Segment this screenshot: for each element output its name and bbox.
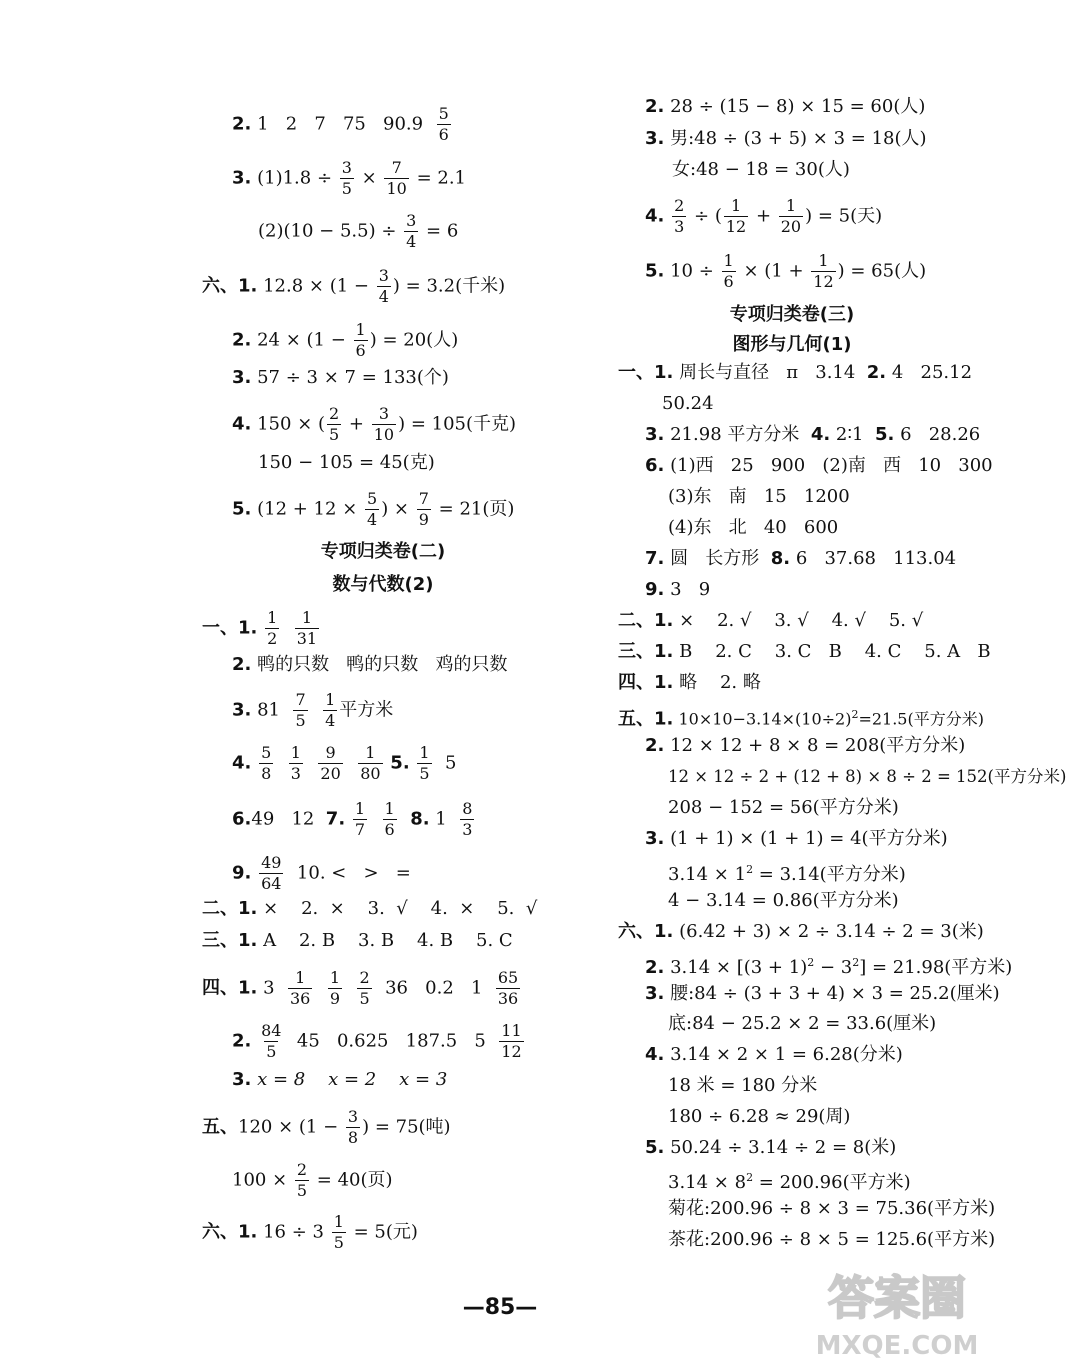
right-m4b: 18 米 = 180 分米 <box>668 1075 818 1096</box>
right-r4: 4. $\frac{2}{3}$ ÷ ( $\frac{1}{12}$ + $\frac{1}{20}$ ) = 5(天) <box>645 196 883 236</box>
right-m5b: $3.14 \times 8^2 = 200.96$(平方米) <box>668 1171 911 1193</box>
left-d3: 3. x = 8 x = 2 x = 3 <box>232 1069 448 1090</box>
left-line-2: 2. 1 2 7 75 90.9 $\frac{5}{6}$ <box>232 104 449 144</box>
right-m1: 六、1. (6.42 + 3) × 2 ÷ 3.14 ÷ 2 = 3(米) <box>618 921 984 942</box>
left-s6-1: 六、1. 12.8 × (1 − $\frac{3}{4}$ ) = 3.2(千米) <box>202 266 506 306</box>
right-g6: 6. (1)西 25 900 (2)南 西 10 300 <box>645 455 993 476</box>
right-m5d: 茶花:200.96 ÷ 8 × 5 = 125.6(平方米) <box>668 1229 996 1250</box>
left-line-3: 3. (1)1.8 ÷ $\frac{3}{5}$ × $\frac{7}{10}$ = 2.1 <box>232 158 466 198</box>
right-k1: 五、1. $10\times 10-3.14\times(10\div 2)^2=21.5$(平方分米) <box>618 708 984 730</box>
left-a1: 一、1. $\frac{1}{2}$ $\frac{1}{31}$ <box>202 608 318 648</box>
left-a6: 6.49 12 7. $\frac{1}{7}$ $\frac{1}{6}$ 8. 1 $\frac{8}{3}$ <box>232 799 473 839</box>
right-g1: 一、1. 周长与直径 π 3.14 2. 4 25.12 <box>618 362 973 383</box>
right-r3b: 女:48 − 18 = 30(人) <box>672 159 850 180</box>
left-e1: 五、120 × (1 − $\frac{3}{8}$ ) = 75(吨) <box>202 1107 451 1147</box>
right-m5c: 菊花:200.96 ÷ 8 × 3 = 75.36(平方米) <box>668 1198 996 1219</box>
right-h: 二、1. × 2. √ 3. √ 4. √ 5. √ <box>618 610 924 631</box>
right-g9: 9. 3 9 <box>645 579 711 600</box>
right-r2: 2. 28 ÷ (15 − 8) × 15 = 60(人) <box>645 96 926 117</box>
right-g1b: 50.24 <box>662 393 714 414</box>
right-k3: 3. (1 + 1) × (1 + 1) = 4(平方分米) <box>645 828 948 849</box>
right-k3b: $3.14 \times 1^2 = 3.14$(平方分米) <box>668 863 906 885</box>
right-m3b: 底:84 − 25.2 × 2 = 33.6(厘米) <box>668 1013 937 1034</box>
left-s6-2: 2. 24 × (1 − $\frac{1}{6}$ ) = 20(人) <box>232 320 459 360</box>
right-m3: 3. 腰:84 ÷ (3 + 3 + 4) × 3 = 25.2(厘米) <box>645 983 1000 1004</box>
right-j: 四、1. 略 2. 略 <box>618 672 761 693</box>
watermark-line2: MXQE.COM <box>815 1331 979 1361</box>
right-g6c: (4)东 北 40 600 <box>668 517 839 538</box>
left-f1: 六、1. 16 ÷ 3 $\frac{1}{5}$ = 5(元) <box>202 1212 418 1252</box>
left-line-3b: (2)(10 − 5.5) ÷ $\frac{3}{4}$ = 6 <box>258 211 459 251</box>
left-b: 二、1. × 2. × 3. √ 4. × 5. √ <box>202 898 538 919</box>
right-k3c: 4 − 3.14 = 0.86(平方分米) <box>668 890 899 911</box>
right-r3: 3. 男:48 ÷ (3 + 5) × 3 = 18(人) <box>645 128 927 149</box>
watermark-line1: 答案圈 <box>828 1271 966 1325</box>
left-a2: 2. 鸭的只数 鸭的只数 鸡的只数 <box>232 654 508 675</box>
left-a4: 4. $\frac{5}{8}$ $\frac{1}{3}$ $\frac{9}{20}$ $\frac{1}{80}$ 5. $\frac{1}{5}$ 5 <box>232 743 457 783</box>
left-s6-4b: 150 − 105 = 45(克) <box>258 452 435 473</box>
left-a3: 3. 81 $\frac{7}{5}$ $\frac{1}{4}$ 平方米 <box>232 690 394 730</box>
right-g7: 7. 圆 长方形 8. 6 37.68 113.04 <box>645 548 957 569</box>
page-number: —85— <box>462 1295 538 1320</box>
section-title-2: 专项归类卷(二) <box>320 541 446 562</box>
right-m2: 2. $3.14 \times [(3 + 1)^2 - 3^2] = 21.98$(平方米) <box>645 956 1013 978</box>
right-i: 三、1. B 2. C 3. C B 4. C 5. A B <box>618 641 991 662</box>
right-g3: 3. 21.98 平方分米 4. 2∶1 5. 6 28.26 <box>645 424 981 445</box>
section-subtitle-2: 数与代数(2) <box>332 574 434 595</box>
right-m5: 5. 50.24 ÷ 3.14 ÷ 2 = 8(米) <box>645 1137 897 1158</box>
section-subtitle-3: 图形与几何(1) <box>732 334 852 355</box>
left-d2: 2. $\frac{84}{5}$ 45 0.625 187.5 5 $\frac{11}{12}$ <box>232 1021 522 1061</box>
left-a9: 9. $\frac{49}{64}$ 10. < > = <box>232 853 411 893</box>
right-m4: 4. 3.14 × 2 × 1 = 6.28(分米) <box>645 1044 903 1065</box>
section-title-3: 专项归类卷(三) <box>729 304 855 325</box>
left-c: 三、1. A 2. B 3. B 4. B 5. C <box>202 930 513 951</box>
right-k2: 2. 12 × 12 + 8 × 8 = 208(平方分米) <box>645 735 966 756</box>
right-r5: 5. 10 ÷ $\frac{1}{6}$ × (1 + $\frac{1}{12}$ ) = 65(人) <box>645 251 927 291</box>
watermark-logo <box>805 1258 990 1364</box>
right-m4c: 180 ÷ 6.28 ≈ 29(周) <box>668 1106 851 1127</box>
left-d1: 四、1. 3 $\frac{1}{36}$ $\frac{1}{9}$ $\frac{2}{5}$ 36 0.2 1 $\frac{65}{36}$ <box>202 968 519 1008</box>
right-g6b: (3)东 南 15 1200 <box>668 486 850 507</box>
left-s6-3: 3. 57 ÷ 3 × 7 = 133(个) <box>232 367 449 388</box>
right-k2b: 12 × 12 ÷ 2 + (12 + 8) × 8 ÷ 2 = 152(平方分米) <box>668 767 1066 786</box>
right-k2c: 208 − 152 = 56(平方分米) <box>668 797 899 818</box>
left-s6-5: 5. (12 + 12 × $\frac{5}{4}$ ) × $\frac{7}{9}$ = 21(页) <box>232 489 515 529</box>
left-s6-4: 4. 150 × ( $\frac{2}{5}$ + $\frac{3}{10}$ ) = 105(千克) <box>232 404 517 444</box>
left-e2: 100 × $\frac{2}{5}$ = 40(页) <box>232 1160 393 1200</box>
